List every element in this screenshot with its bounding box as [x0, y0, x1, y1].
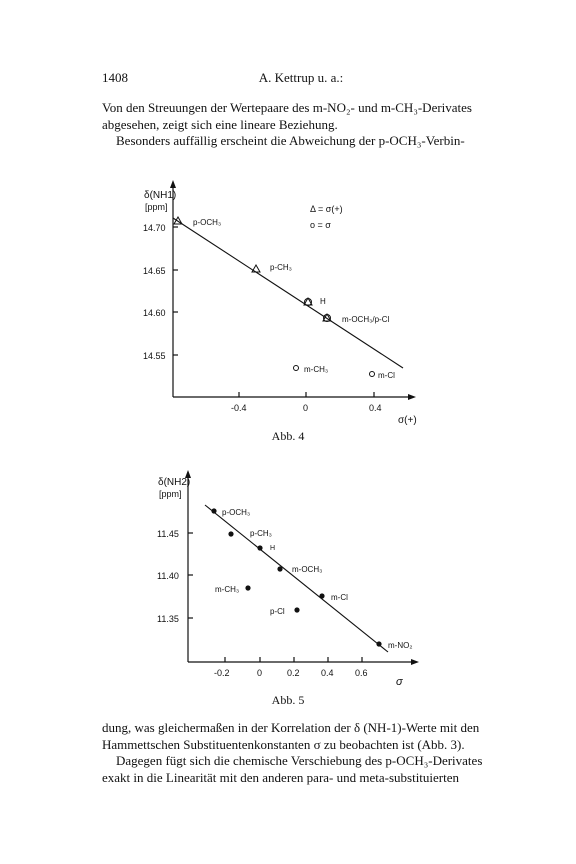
fig4-x-arrow — [408, 394, 416, 400]
fig4-ytick-label: 14.70 — [143, 223, 166, 233]
fig4-axes — [170, 180, 416, 400]
fig5-point — [319, 593, 324, 598]
fig4-fit-line — [173, 218, 403, 368]
fig5-fit-line — [205, 505, 388, 652]
fig5-y-label: δ(NH2) — [158, 477, 191, 488]
fig5-point-label: m-NO₂ — [388, 641, 413, 650]
fig5-ytick-label: 11.40 — [157, 571, 179, 581]
fig4-xtick-label: 0.4 — [369, 403, 382, 413]
fig4-caption: Abb. 4 — [271, 429, 305, 443]
fig5-point — [294, 607, 299, 612]
fig5-ytick-label: 11.45 — [157, 529, 179, 539]
fig4-point-label: m-CH₃ — [304, 365, 329, 374]
text-line: dung, was gleichermaßen in der Korrelation der δ (NH-1)-Werte mit den — [102, 720, 480, 735]
fig5-xtick-label: 0.4 — [321, 668, 334, 678]
fig4-ytick-label: 14.55 — [143, 351, 166, 361]
fig4-xtick-label: -0.4 — [231, 403, 247, 413]
fig5-point-label: p-Cl — [270, 607, 285, 616]
fig4-xtick-label: 0 — [303, 403, 309, 413]
fig4-point-circle — [370, 372, 375, 377]
fig4-point-label: m-Cl — [378, 371, 395, 380]
fig4-ytick-label: 14.60 — [143, 308, 166, 318]
fig5-point-label: m-Cl — [331, 593, 348, 602]
fig5-point — [277, 566, 282, 571]
fig5-point — [376, 641, 381, 646]
fig5-caption: Abb. 5 — [271, 693, 305, 707]
text-line: Hammettschen Substituentenkonstanten σ zu beobachten ist (Abb. 3). — [102, 736, 465, 752]
fig5-x-label: σ — [396, 676, 403, 688]
running-head: A. Kettrup u. a.: — [258, 70, 344, 85]
paragraph-bottom — [102, 720, 500, 786]
text-line: abgesehen, zeigt sich eine lineare Beziehung. — [102, 116, 338, 132]
fig5-xtick-label: 0.2 — [287, 668, 300, 678]
fig4-point-label: p-OCH₃ — [193, 218, 222, 227]
fig5-point-label: p-CH₃ — [250, 529, 272, 538]
text-line: Von den Streuungen der Wertepaare des m-NO₂- und m-CH₃-Derivates — [102, 100, 472, 115]
fig5-xtick-label: 0.6 — [355, 668, 368, 678]
fig4-y-unit: [ppm] — [145, 202, 168, 212]
fig5-xtick-label: -0.2 — [214, 668, 230, 678]
fig5-point-label: m-OCH₃ — [292, 565, 323, 574]
fig4-point-circle — [294, 366, 299, 371]
page-number: 1408 — [102, 70, 128, 85]
fig4-legend-triangle: Δ = σ(+) — [310, 204, 343, 214]
text-line: Dagegen fügt sich die chemische Verschiebung des p-OCH₃-Derivates — [116, 753, 483, 768]
text-line: exakt in die Linearität mit den anderen para- und meta-substituierten — [102, 769, 460, 785]
fig5-point-label: m-CH₃ — [215, 585, 240, 594]
fig5-point — [228, 531, 233, 536]
fig5-xtick-label: 0 — [257, 668, 263, 678]
fig4-y-arrow — [170, 180, 176, 188]
fig5-point — [211, 508, 216, 513]
fig4-point-label: p-CH₃ — [270, 263, 292, 272]
fig4-legend-circle: o = σ — [310, 220, 331, 230]
fig5-point — [257, 545, 262, 550]
fig4-ytick-label: 14.65 — [143, 266, 166, 276]
fig5-y-unit: [ppm] — [159, 489, 182, 499]
fig4-points — [174, 217, 375, 377]
fig5-ytick-label: 11.35 — [157, 614, 179, 624]
fig4-point-label: m-OCH₃/p-Cl — [342, 315, 390, 324]
fig4-y-label: δ(NH1) — [144, 190, 177, 201]
fig5-point-label: H — [270, 545, 276, 552]
fig4-x-label: σ(+) — [398, 415, 417, 426]
fig4-point-label: H — [320, 297, 326, 306]
fig5-point — [245, 585, 250, 590]
fig5-point-label: p-OCH₃ — [222, 508, 251, 517]
text-line: Besonders auffällig erscheint die Abweichung der p-OCH₃-Verbin- — [116, 133, 465, 148]
fig5-x-arrow — [411, 659, 419, 665]
